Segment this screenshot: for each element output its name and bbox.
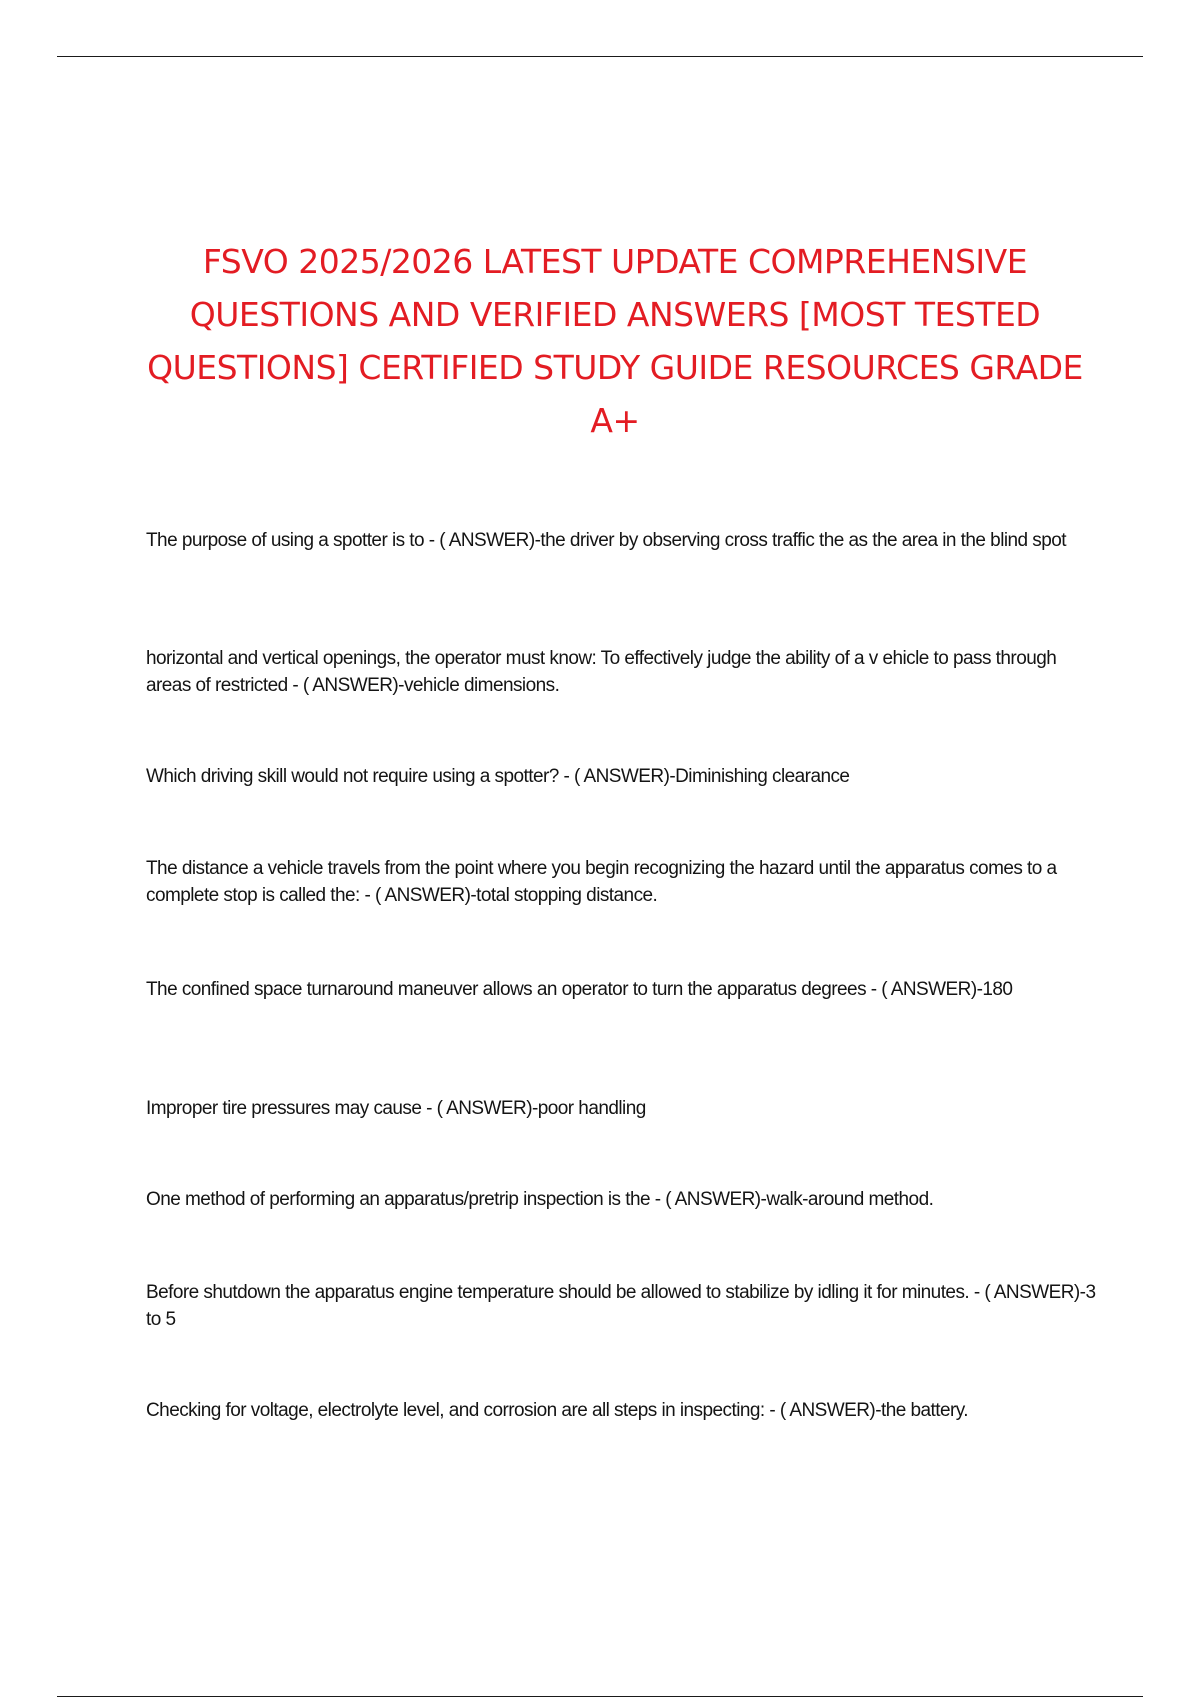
qa-item-4: The distance a vehicle travels from the point where you begin recognizing the hazard until the apparatus comes to a complete stop is called the: - ( ANSWER)-total stopping distance. bbox=[146, 858, 1057, 906]
qa-item-1: The purpose of using a spotter is to - ( ANSWER)-the driver by observing cross traffic the as the area in the blind spot bbox=[146, 530, 1067, 551]
qa-item-2: horizontal and vertical openings, the operator must know: To effectively judge the ability of a v ehicle to pass through areas of restricted - ( ANSWER)-vehicle dimensions. bbox=[146, 648, 1057, 696]
document-title: FSVO 2025/2026 LATEST UPDATE COMPREHENSIVE QUESTIONS AND VERIFIED ANSWERS [MOST TESTED QUESTIONS] CERTIFIED STUDY GUIDE RESOURCES GRADE A+ bbox=[147, 242, 1083, 440]
qa-item-7: One method of performing an apparatus/pretrip inspection is the - ( ANSWER)-walk-around method. bbox=[146, 1189, 934, 1210]
qa-item-5: The confined space turnaround maneuver allows an operator to turn the apparatus degrees - ( ANSWER)-180 bbox=[146, 979, 1013, 1000]
qa-item-9: Checking for voltage, electrolyte level, and corrosion are all steps in inspecting: - ( ANSWER)-the battery. bbox=[146, 1400, 969, 1421]
bottom-rule bbox=[57, 1696, 1143, 1697]
qa-item-6: Improper tire pressures may cause - ( ANSWER)-poor handling bbox=[146, 1098, 646, 1119]
qa-item-3: Which driving skill would not require using a spotter? - ( ANSWER)-Diminishing clearance bbox=[146, 766, 850, 787]
qa-item-8: Before shutdown the apparatus engine temperature should be allowed to stabilize by idling it for minutes. - ( ANSWER)-3 to 5 bbox=[146, 1282, 1096, 1330]
